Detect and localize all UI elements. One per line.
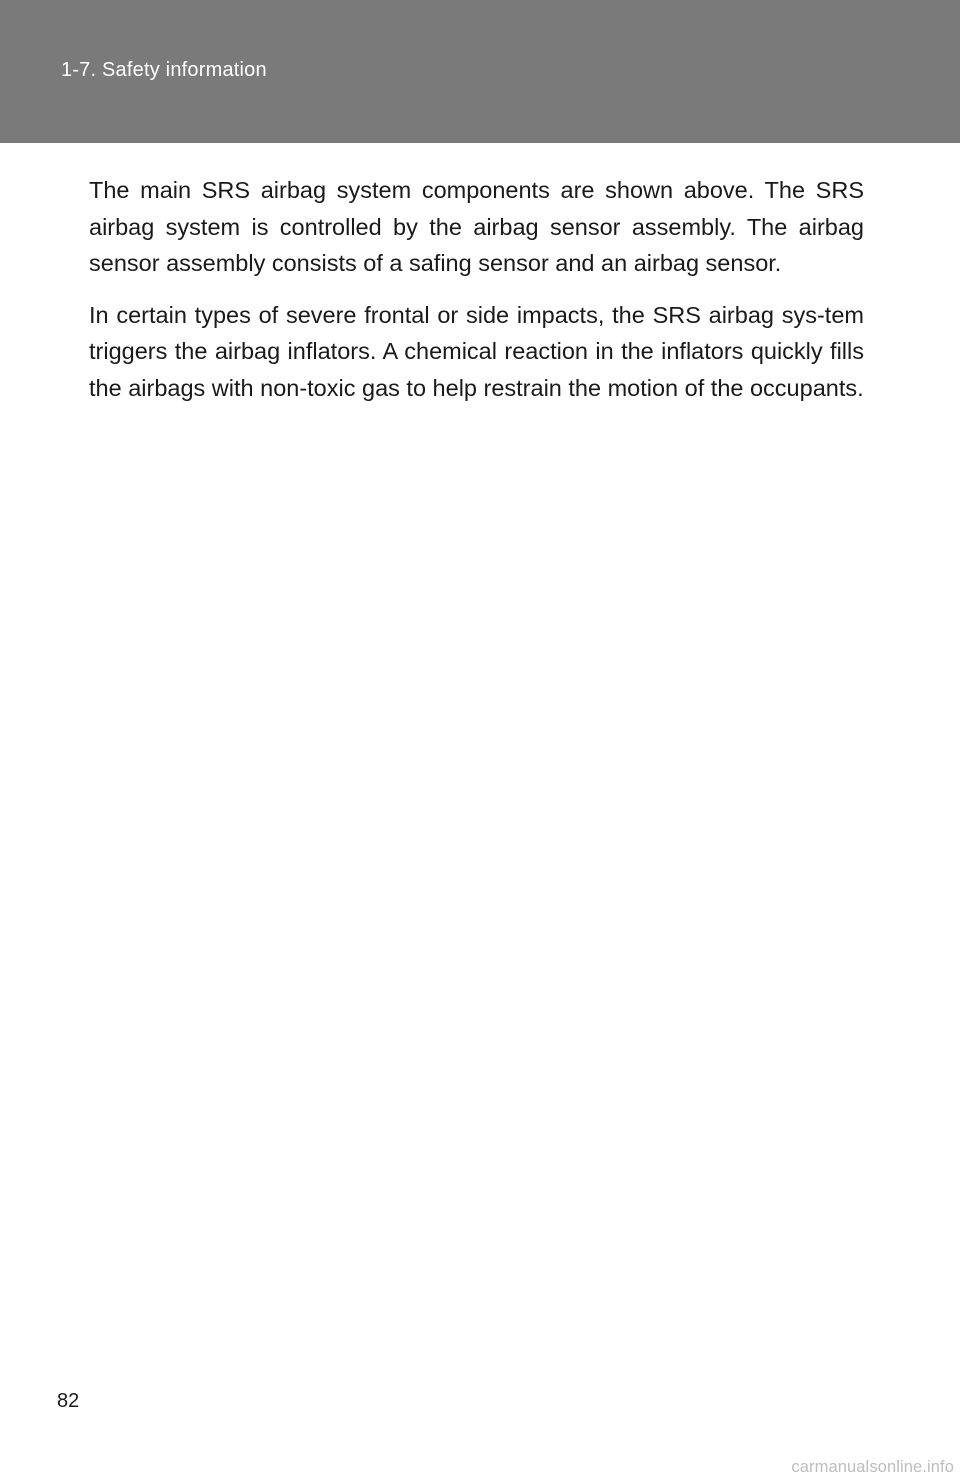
- paragraph-airbag-deployment: In certain types of severe frontal or side impacts, the SRS airbag sys-tem triggers the airbag inflators. A chemical reaction in the inflators quickly fills the airbags with non-toxic gas to help restrain the motion of the occupants.: [89, 301, 864, 401]
- body-content: [89, 172, 864, 421]
- section-header-bar: [0, 0, 960, 143]
- watermark: carmanualsonline.info: [791, 1458, 954, 1476]
- paragraph-airbag-components: The main SRS airbag system components are shown above. The SRS airbag system is controlled by the airbag sensor assembly. The airbag sensor assembly consists of a safing sensor and an airbag sensor.: [89, 177, 864, 276]
- page-number: 82: [57, 1390, 80, 1412]
- section-title: 1-7. Safety information: [61, 59, 267, 81]
